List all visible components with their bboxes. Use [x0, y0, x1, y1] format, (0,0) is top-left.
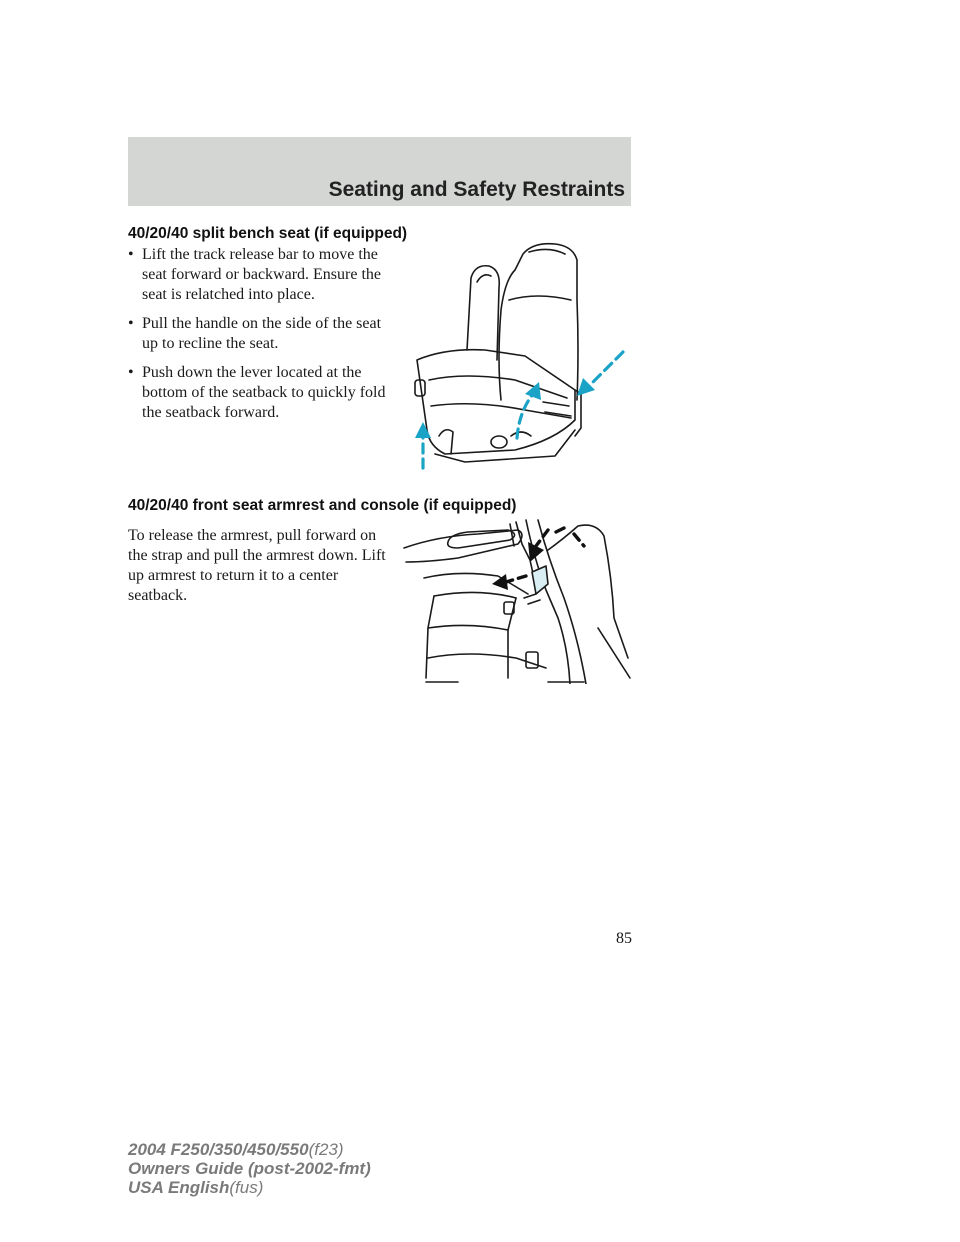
armrest-instructions: To release the armrest, pull forward on the strap and pull the armrest down. Lift up armrest to return it to a center seatback.	[128, 527, 386, 604]
list-item: • Push down the lever located at the bottom of the seatback to quickly fold the seatback forward.	[128, 363, 398, 423]
header-band	[128, 137, 631, 206]
instruction-list	[128, 245, 398, 432]
footer	[128, 1140, 371, 1197]
footer-language-code: (fus)	[229, 1178, 264, 1197]
footer-language: USA English	[128, 1178, 230, 1197]
list-item: • Pull the handle on the side of the seat up to recline the seat.	[128, 314, 398, 354]
list-item: • Lift the track release bar to move the seat forward or backward. Ensure the seat is relatched into place.	[128, 245, 398, 305]
seat-adjustment-illustration	[405, 240, 635, 475]
section-heading-split-bench: 40/20/40 split bench seat (if equipped)	[128, 225, 408, 242]
page-title: Seating and Safety Restraints	[328, 178, 625, 201]
section-heading-armrest: 40/20/40 front seat armrest and console (if equipped)	[128, 497, 517, 514]
armrest-console-illustration	[398, 518, 634, 684]
footer-model: 2004 F250/350/450/550	[128, 1140, 309, 1159]
footer-model-code: (f23)	[308, 1140, 344, 1159]
page-number: 85	[616, 930, 632, 947]
footer-guide: Owners Guide (post-2002-fmt)	[128, 1159, 371, 1178]
